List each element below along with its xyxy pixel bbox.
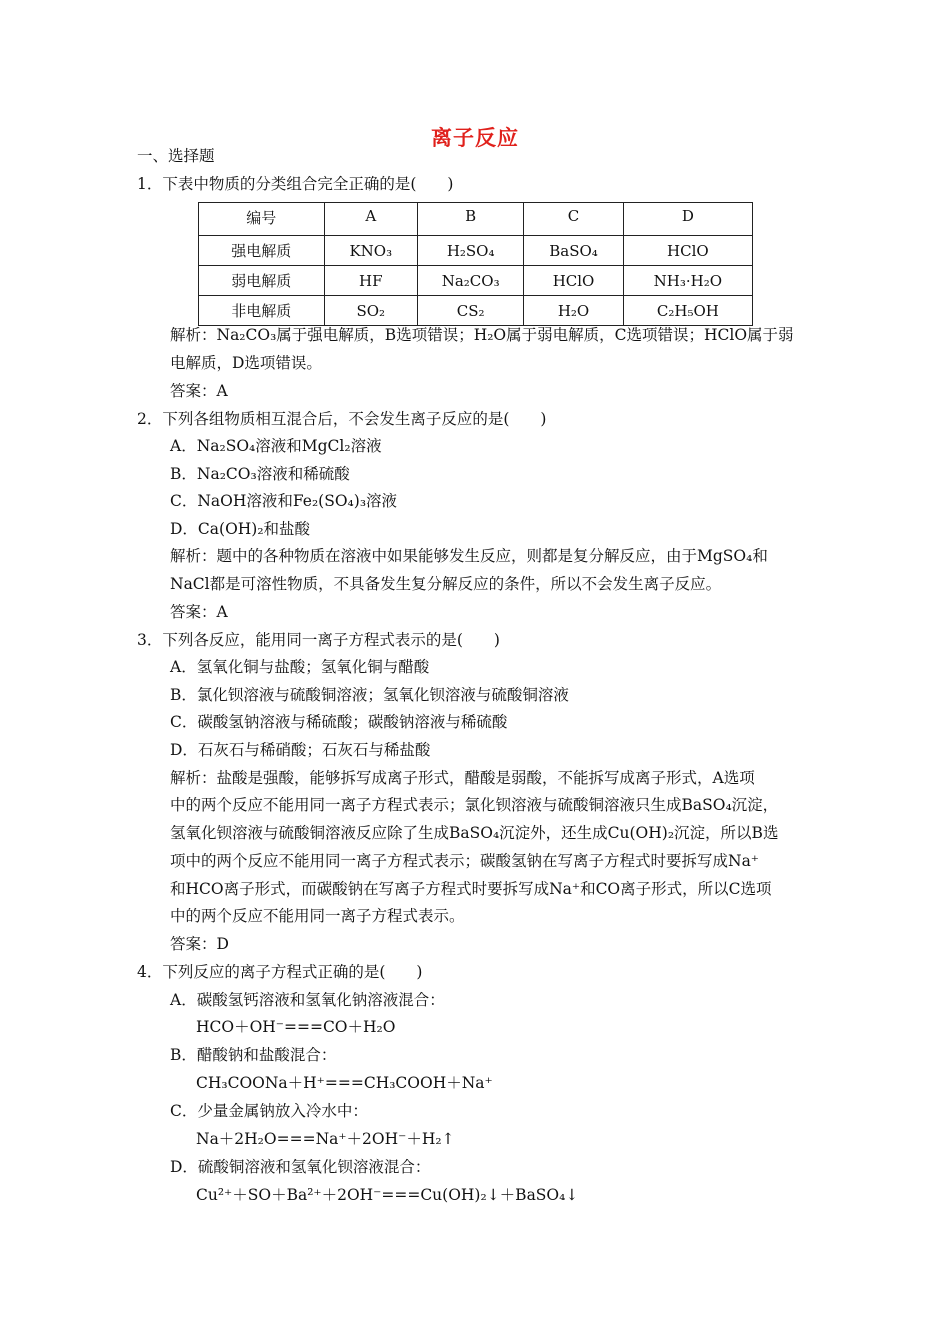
- q4-option-d: D．硫酸铜溶液和氢氧化钡溶液混合：: [170, 1158, 431, 1176]
- q3-option-c: C．碳酸氢钠溶液与稀硫酸；碳酸钠溶液与稀硫酸: [170, 713, 508, 731]
- table-cell: D: [623, 203, 752, 236]
- q3-analysis-line: 解析：盐酸是强酸，能够拆写成离子形式，醋酸是弱酸，不能拆写成离子形式，A选项: [170, 769, 755, 787]
- table-row: [199, 266, 753, 296]
- q2-option-d: D．Ca(OH)₂和盐酸: [170, 520, 311, 538]
- table-row: [199, 236, 753, 266]
- q3-answer: 答案：D: [170, 935, 229, 953]
- q2-option-b: B．Na₂CO₃溶液和稀硫酸: [170, 465, 350, 483]
- q3-stem: 3．下列各反应，能用同一离子方程式表示的是( ): [137, 631, 500, 649]
- table-cell: B: [417, 203, 523, 236]
- table-cell: SO₂: [324, 296, 417, 326]
- table-cell: BaSO₄: [524, 236, 623, 266]
- table-cell: A: [324, 203, 417, 236]
- table-cell: 强电解质: [199, 236, 325, 266]
- q3-analysis-line: 中的两个反应不能用同一离子方程式表示。: [170, 907, 465, 925]
- table-cell: C₂H₅OH: [623, 296, 752, 326]
- q3-option-d: D．石灰石与稀硝酸；石灰石与稀盐酸: [170, 741, 431, 759]
- q1-stem: 1．下表中物质的分类组合完全正确的是( ): [137, 175, 454, 193]
- q1-analysis-line: 解析：Na₂CO₃属于强电解质，B选项错误；H₂O属于弱电解质，C选项错误；HClO属于弱: [170, 326, 794, 344]
- q2-analysis-line: NaCl都是可溶性物质，不具备发生复分解反应的条件，所以不会发生离子反应。: [170, 575, 722, 593]
- q2-stem: 2．下列各组物质相互混合后，不会发生离子反应的是( ): [137, 410, 547, 428]
- table-cell: 弱电解质: [199, 266, 325, 296]
- q4-option-a-equation: HCO＋OH⁻===CO＋H₂O: [196, 1018, 396, 1036]
- q3-analysis-line: 中的两个反应不能用同一离子方程式表示；氯化钡溶液与硫酸铜溶液只生成BaSO₄沉淀，: [170, 796, 779, 814]
- q4-stem: 4．下列反应的离子方程式正确的是( ): [137, 963, 423, 981]
- q4-option-a: A．碳酸氢钙溶液和氢氧化钠溶液混合：: [170, 991, 445, 1009]
- q3-option-b: B．氯化钡溶液与硫酸铜溶液；氢氧化钡溶液与硫酸铜溶液: [170, 686, 569, 704]
- table-cell: 非电解质: [199, 296, 325, 326]
- table-cell: Na₂CO₃: [417, 266, 523, 296]
- q3-option-a: A．氢氧化铜与盐酸；氢氧化铜与醋酸: [170, 658, 430, 676]
- table-cell: NH₃·H₂O: [623, 266, 752, 296]
- table-header-row: [199, 203, 753, 236]
- q4-option-c-equation: Na＋2H₂O===Na⁺＋2OH⁻＋H₂↑: [196, 1130, 455, 1148]
- q3-analysis-line: 项中的两个反应不能用同一离子方程式表示；碳酸氢钠在写离子方程式时要拆写成Na⁺: [170, 852, 759, 870]
- table-cell: C: [524, 203, 623, 236]
- q3-analysis-line: 和HCO离子形式，而碳酸钠在写离子方程式时要拆写成Na⁺和CO离子形式，所以C选项: [170, 880, 772, 898]
- q1-analysis-line: 电解质，D选项错误。: [170, 354, 322, 372]
- q4-option-c: C．少量金属钠放入冷水中：: [170, 1102, 368, 1120]
- table-cell: 编号: [199, 203, 325, 236]
- q4-option-b: B．醋酸钠和盐酸混合：: [170, 1046, 337, 1064]
- table-cell: HClO: [524, 266, 623, 296]
- table-cell: HF: [324, 266, 417, 296]
- q1-answer: 答案：A: [170, 382, 228, 400]
- q4-option-b-equation: CH₃COONa＋H⁺===CH₃COOH＋Na⁺: [196, 1074, 493, 1092]
- q2-analysis-line: 解析：题中的各种物质在溶液中如果能够发生反应，则都是复分解反应，由于MgSO₄和: [170, 547, 768, 565]
- q2-answer: 答案：A: [170, 603, 228, 621]
- page-title: 离子反应: [431, 125, 519, 150]
- section-heading: 一、选择题: [137, 147, 215, 165]
- table-cell: H₂SO₄: [417, 236, 523, 266]
- classification-table: [198, 202, 753, 326]
- table-cell: CS₂: [417, 296, 523, 326]
- table-row: [199, 296, 753, 326]
- table-cell: HClO: [623, 236, 752, 266]
- q2-option-c: C．NaOH溶液和Fe₂(SO₄)₃溶液: [170, 492, 398, 510]
- q4-option-d-equation: Cu²⁺＋SO＋Ba²⁺＋2OH⁻===Cu(OH)₂↓＋BaSO₄↓: [196, 1186, 579, 1204]
- q3-analysis-line: 氢氧化钡溶液与硫酸铜溶液反应除了生成BaSO₄沉淀外，还生成Cu(OH)₂沉淀，所以B选: [170, 824, 779, 842]
- table-cell: H₂O: [524, 296, 623, 326]
- table-cell: KNO₃: [324, 236, 417, 266]
- q2-option-a: A．Na₂SO₄溶液和MgCl₂溶液: [170, 437, 382, 455]
